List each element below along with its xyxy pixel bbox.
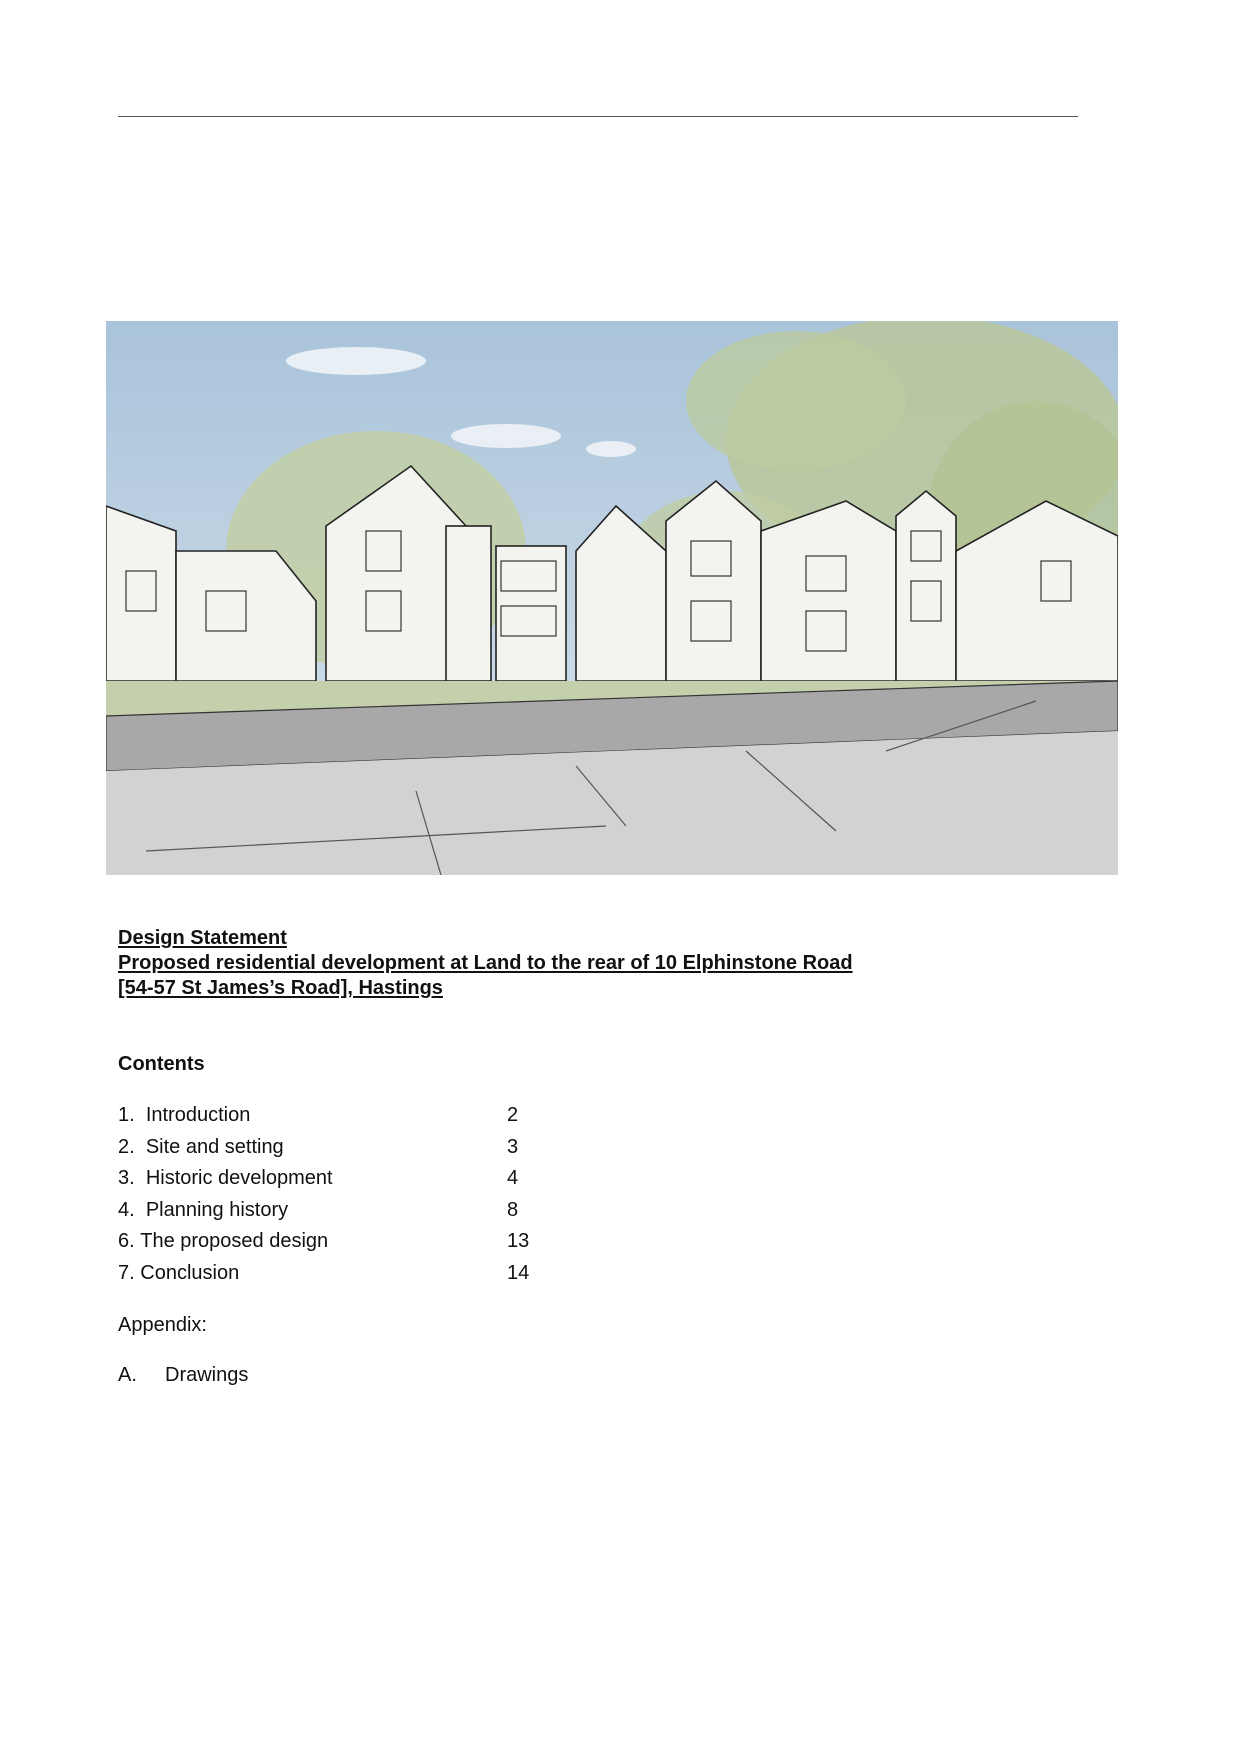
toc-label: Historic development — [145, 1167, 333, 1189]
document-title — [118, 926, 853, 1001]
toc-page: 3 — [507, 1135, 519, 1158]
toc-item — [118, 1104, 718, 1136]
title-line-3: [54-57 St James’s Road], Hastings — [118, 977, 443, 999]
toc-page: 8 — [507, 1198, 519, 1221]
toc-number: 1. — [118, 1104, 135, 1126]
appendix-letter: A. — [118, 1364, 137, 1386]
toc-item — [118, 1230, 718, 1262]
appendix-item — [118, 1364, 248, 1387]
street-sketch-illustration — [106, 321, 1118, 875]
title-line-1: Design Statement — [118, 927, 287, 949]
toc-number: 2. — [118, 1135, 135, 1158]
toc-item — [118, 1167, 718, 1199]
header-rule — [118, 116, 1078, 117]
toc-label: Introduction — [145, 1104, 251, 1126]
table-of-contents — [118, 1104, 718, 1293]
appendix-item-label: Drawings — [165, 1364, 249, 1386]
toc-page: 2 — [507, 1104, 519, 1126]
toc-number: 7. — [118, 1261, 135, 1284]
toc-page: 4 — [507, 1167, 519, 1189]
toc-page: 14 — [507, 1261, 530, 1284]
toc-item — [118, 1136, 718, 1168]
title-line-2: Proposed residential development at Land to the rear of 10 Elphinstone Road — [118, 952, 853, 974]
toc-number: 3. — [118, 1167, 135, 1189]
toc-label: The proposed design — [140, 1230, 329, 1252]
toc-number: 6. — [118, 1230, 135, 1252]
toc-item — [118, 1262, 718, 1294]
appendix-heading: Appendix: — [118, 1314, 207, 1336]
toc-label: Site and setting — [145, 1135, 284, 1158]
contents-heading: Contents — [118, 1053, 205, 1075]
toc-label: Conclusion — [140, 1261, 240, 1284]
toc-number: 4. — [118, 1198, 135, 1221]
toc-item — [118, 1199, 718, 1231]
toc-label: Planning history — [145, 1198, 289, 1221]
toc-page: 13 — [507, 1230, 530, 1252]
